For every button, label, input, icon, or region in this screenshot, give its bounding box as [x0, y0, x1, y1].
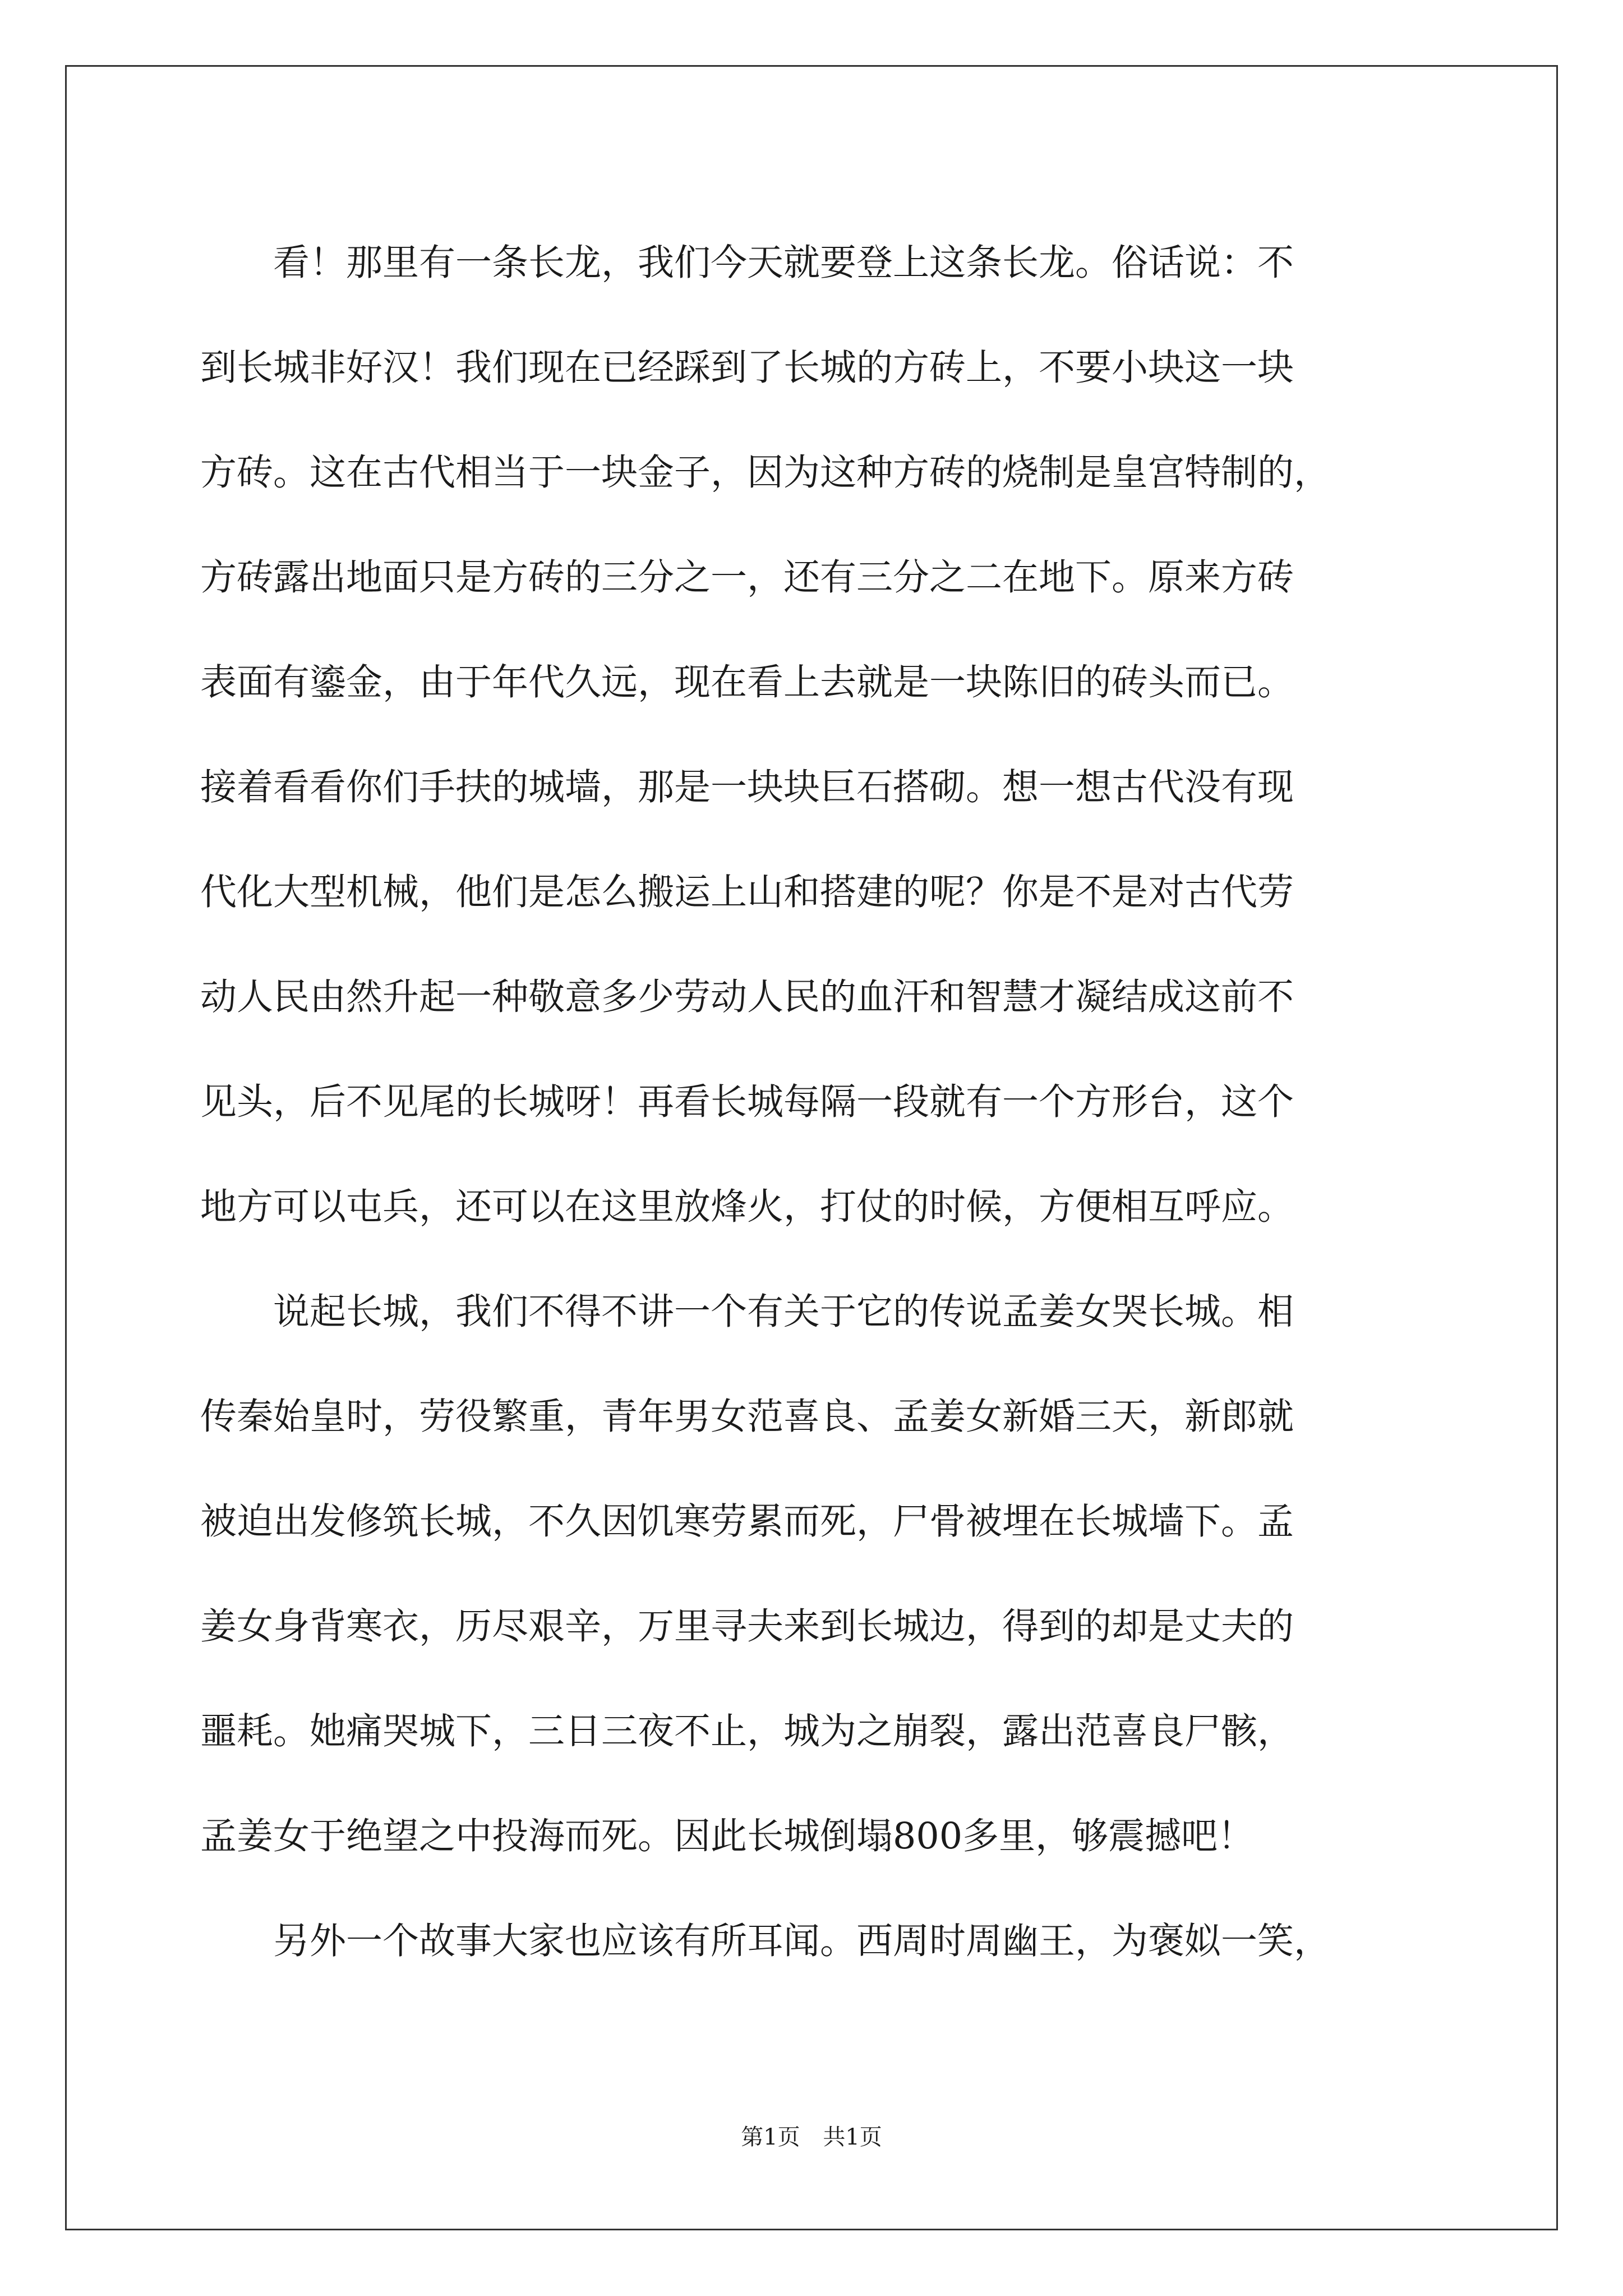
- text-line: 表面有鎏金，由于年代久远，现在看上去就是一块陈旧的砖头而已。: [200, 661, 1294, 703]
- text-line: 接着看看你们手扶的城墙，那是一块块巨石搭砌。想一想古代没有现: [200, 766, 1294, 808]
- page-total: 共1页: [823, 2124, 882, 2150]
- text-line: 噩耗。她痛哭城下，三日三夜不止，城为之崩裂，露出范喜良尸骸，: [200, 1710, 1294, 1752]
- document-body: [200, 210, 1434, 1994]
- text-line: 姜女身背寒衣，历尽艰辛，万里寻夫来到长城边，得到的却是丈夫的: [200, 1605, 1294, 1648]
- text-line: 另外一个故事大家也应该有所耳闻。西周时周幽王，为褒姒一笑，: [200, 1920, 1331, 1962]
- text-line: 方砖露出地面只是方砖的三分之一，还有三分之二在地下。原来方砖: [200, 556, 1294, 599]
- page-footer: [0, 2123, 1623, 2151]
- text-line: 地方可以屯兵，还可以在这里放烽火，打仗的时候，方便相互呼应。: [200, 1186, 1294, 1228]
- text-line: 代化大型机械，他们是怎么搬运上山和搭建的呢？你是不是对古代劳: [200, 871, 1294, 913]
- text-line: 说起长城，我们不得不讲一个有关于它的传说孟姜女哭长城。相: [200, 1291, 1294, 1333]
- text-line: 到长城非好汉！我们现在已经踩到了长城的方砖上，不要小块这一块: [200, 347, 1294, 389]
- text-line: 孟姜女于绝望之中投海而死。因此长城倒塌800多里，够震撼吧！: [200, 1815, 1255, 1857]
- text-line: 动人民由然升起一种敬意多少劳动人民的血汗和智慧才凝结成这前不: [200, 976, 1294, 1018]
- text-line: 看！那里有一条长龙，我们今天就要登上这条长龙。俗话说：不: [200, 242, 1294, 284]
- text-line: 方砖。这在古代相当于一块金子，因为这种方砖的烧制是皇宫特制的，: [200, 452, 1331, 494]
- text-line: 被迫出发修筑长城，不久因饥寒劳累而死，尸骨被埋在长城墙下。孟: [200, 1501, 1294, 1543]
- page-number: 第1页: [741, 2124, 800, 2150]
- text-line: 见头，后不见尾的长城呀！再看长城每隔一段就有一个方形台，这个: [200, 1081, 1294, 1123]
- text-line: 传秦始皇时，劳役繁重，青年男女范喜良、孟姜女新婚三天，新郎就: [200, 1396, 1294, 1438]
